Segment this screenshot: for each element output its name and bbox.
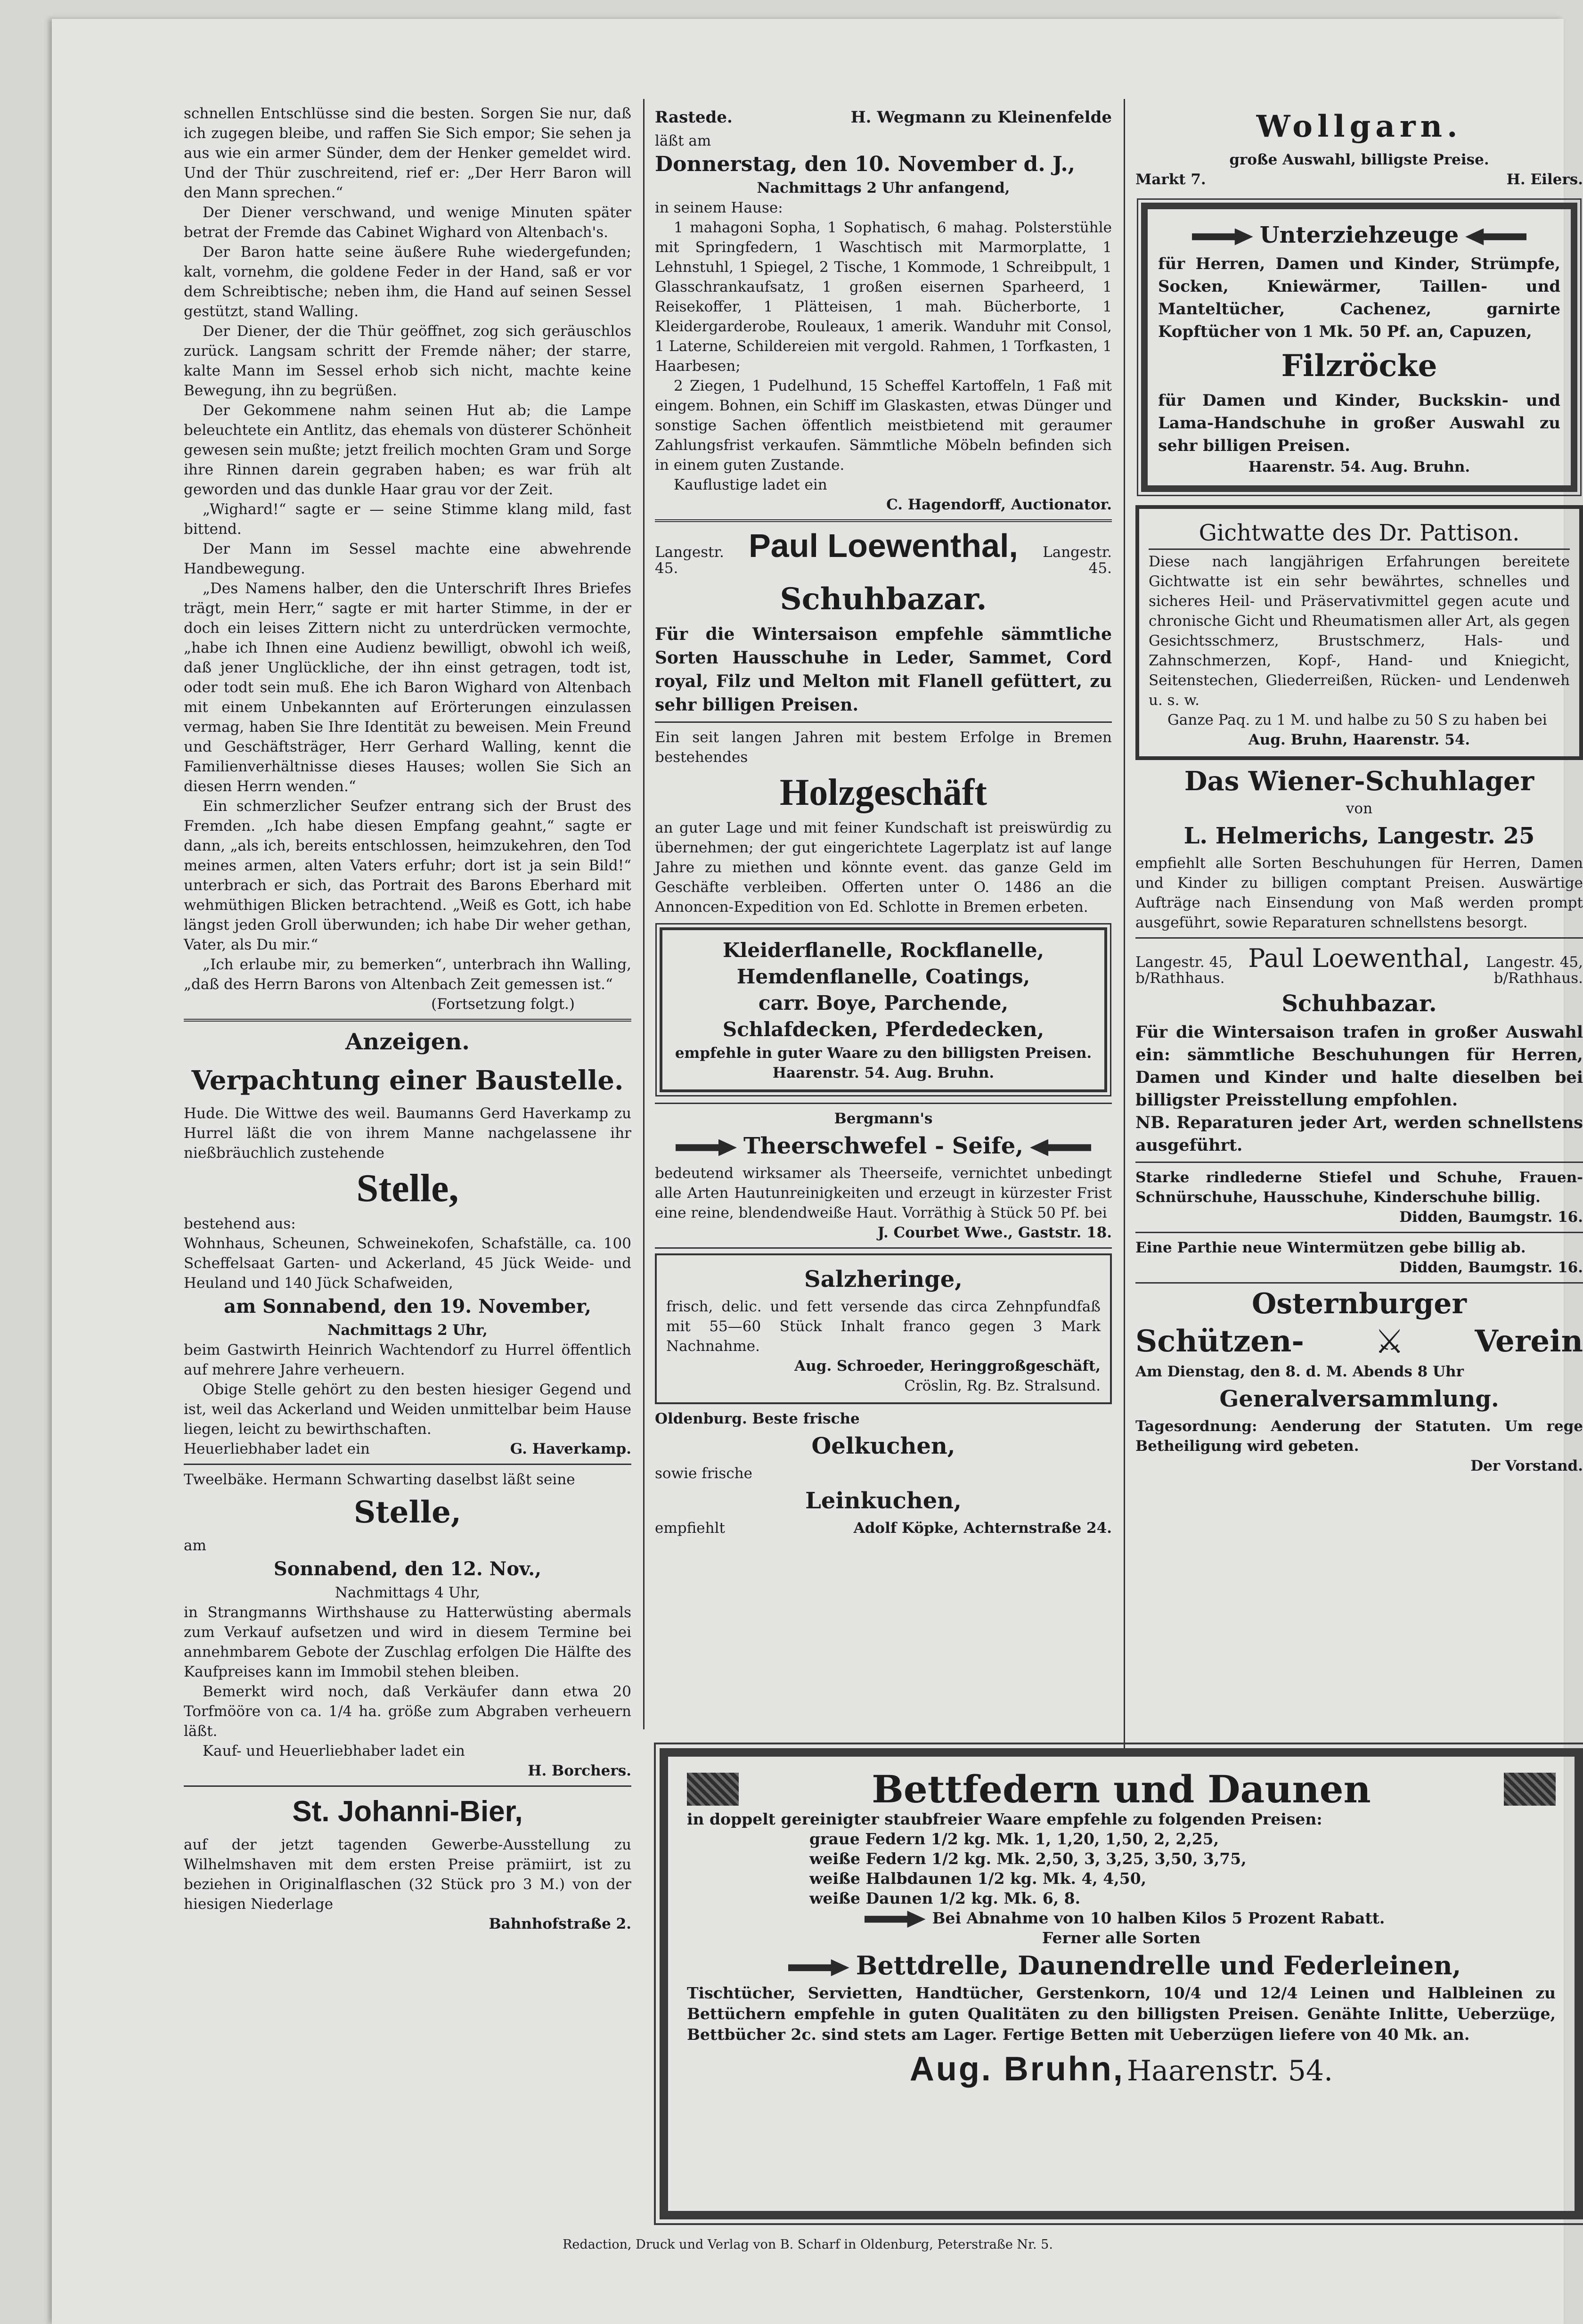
- ad-date: Donnerstag, den 10. November d. J.,: [655, 152, 1075, 176]
- ad-signature: Aug. Bruhn, Haarenstr. 54.: [1248, 731, 1470, 748]
- ad-divider: [1135, 937, 1583, 939]
- ad-text: auf der jetzt tagenden Gewerbe-Ausstellung zu Wilhelmshaven mit dem ersten Preise prämiirt, ist zu beziehen in Originalflaschen (32 Stück pro 3 M.) von der hiesigen Niederlage: [184, 1836, 631, 1913]
- ad-text: in doppelt gereinigter staubfreier Waare empfehle zu folgenden Preisen:: [687, 1810, 1322, 1828]
- ad-text: 2 Ziegen, 1 Pudelhund, 15 Scheffel Kartoffeln, 1 Faß mit eingem. Bohnen, ein Schiff im Glaskasten, etwas Dünger und sonstige Sachen öffentlich meistbietend mit geraumer Zahlungsfrist verkaufen. Sämmtliche Möbeln befinden sich in einem guten Zustande.: [655, 377, 1112, 474]
- ad-text: Für die Wintersaison trafen in großer Auswahl ein: sämmtliche Beschuhungen für Herren, Damen und Kinder und halte dieselben bei billigster Preisstellung empfohlen.: [1135, 1023, 1583, 1110]
- imprint-footer: Redaction, Druck und Verlag von B. Scharf in Oldenburg, Peterstraße Nr. 5.: [563, 2237, 1053, 2252]
- ad-text: empfehle in guter Waare zu den billigsten Preisen.: [675, 1045, 1092, 1062]
- ad-signature: H. Eilers.: [1506, 171, 1583, 188]
- ad-text: Tweelbäke. Hermann Schwarting daselbst läßt seine: [184, 1471, 575, 1488]
- ad-title-row: [655, 1130, 1112, 1162]
- pointing-hand-icon: [865, 1911, 926, 1928]
- ad-signature: Didden, Baumgstr. 16.: [1399, 1209, 1583, 1226]
- ad-title-row: [1135, 1321, 1583, 1362]
- column-1: [184, 104, 631, 1934]
- section-divider: [184, 1019, 631, 1022]
- ad-date: am Sonnabend, den 19. November,: [224, 1295, 591, 1317]
- ad-title-row: [687, 1950, 1556, 1981]
- story-paragraph: „Des Namens halber, den die Unterschrift Ihres Briefes trägt, mein Herr,“ sagte er mit harter Stimme, in der er doch ein leises Zittern nicht zu unterdrücken vermochte, „habe ich Ihnen eine Audienz bewilligt, obwohl ich weiß, daß jener Unglückliche, der ihn einst getragen, todt ist, oder todt sein muß. Ehe ich Baron Wighard von Altenbach mit einem Unbekannten auf Erörterungen einzulassen vermag, haben Sie Ihre Identität zu beweisen. Mein Freund und Geschäftsträger, Herr Gerhard Walling, kennt die Familienverhältnisse dieses Hauses; wollen Sie Sich an diesen Herrn wenden.“: [184, 580, 631, 795]
- ad-text: NB. Reparaturen jeder Art, werden schnellstens ausgeführt.: [1135, 1113, 1583, 1155]
- ad-text: sowie frische: [655, 1465, 753, 1482]
- ad-signature: G. Haverkamp.: [510, 1440, 631, 1457]
- ad-title: Verpachtung einer Baustelle.: [191, 1065, 624, 1096]
- ad-title-row: [1158, 220, 1560, 251]
- ad-signature-row: [655, 1518, 1112, 1538]
- ad-text: Wohnhaus, Scheunen, Schweinekofen, Schafställe, ca. 100 Scheffelsaat Garten- und Ackerland, 45 Jück Weide- und Heuland und 140 Jück Schafweiden,: [184, 1235, 631, 1292]
- ad-title: Osternburger: [1251, 1287, 1467, 1320]
- column-2: [655, 104, 1112, 1538]
- ad-signature: Cröslin, Rg. Bz. Stralsund.: [904, 1377, 1101, 1394]
- ad-signature-row: [687, 2050, 1556, 2088]
- ad-title: Stelle,: [356, 1166, 459, 1210]
- ad-text: in seinem Hause:: [655, 199, 783, 216]
- ad-text: Ganze Paq. zu 1 M. und halbe zu 50 S zu haben bei: [1167, 712, 1547, 728]
- ad-divider: [655, 519, 1112, 522]
- story-paragraph: Der Diener, der die Thür geöffnet, zog sich geräuschlos zurück. Langsam schritt der Fremde näher; der starre, kalte Mann im Sessel erhob sich nicht, machte keine Bewegung, ihn zu begrüßen.: [184, 323, 631, 399]
- column-rule: [643, 99, 645, 1729]
- ad-place: Rastede.: [655, 108, 733, 127]
- ad-title: Generalversammlung.: [1219, 1386, 1499, 1412]
- ad-title: Salzheringe,: [804, 1266, 963, 1293]
- ad-text: von: [1346, 800, 1373, 817]
- ad-text: Bemerkt wird noch, daß Verkäufer dann etwa 20 Torfmööre von ca. 1/4 ha. größe zum Abgraben verheuern läßt.: [184, 1683, 631, 1740]
- ad-address: [655, 544, 724, 576]
- ad-text: an guter Lage und mit feiner Kundschaft ist preiswürdig zu übernehmen; der gut eingerichtete Lagerplatz ist auf lange Jahre zu miethen und könnte event. das ganze Geld im Geschäfte verbleiben. Offerten unter O. 1486 an die Annoncen-Expedition von Ed. Schlotte in Bremen erbeten.: [655, 819, 1112, 916]
- ad-line: carr. Boye, Parchende,: [758, 991, 1009, 1015]
- newspaper-page: [52, 19, 1583, 2324]
- continued-note: (Fortsetzung folgt.): [431, 996, 575, 1013]
- ad-text: Bei Abnahme von 10 halben Kilos 5 Prozent Rabatt.: [932, 1909, 1385, 1927]
- ad-text: Obige Stelle gehört zu den besten hiesiger Gegend und ist, weil das Ackerland und Weiden unmittelbar beim Hause liegen, leicht zu bewirthschaften.: [184, 1381, 631, 1438]
- ad-title: Das Wiener-Schuhlager: [1184, 766, 1534, 797]
- ad-signature: Der Vorstand.: [1470, 1457, 1583, 1474]
- ad-text: Ferner alle Sorten: [1042, 1929, 1201, 1947]
- featherbed-ad: [660, 1748, 1583, 2219]
- ad-text: Starke rindlederne Stiefel und Schuhe, Frauen-Schnürschuhe, Hausschuhe, Kinderschuhe billig.: [1135, 1169, 1583, 1206]
- ad-box: [660, 927, 1107, 1092]
- ad-title: Stelle,: [353, 1495, 462, 1530]
- address-line: 45.: [1088, 560, 1112, 577]
- ad-text: Ein seit langen Jahren mit bestem Erfolge in Bremen bestehendes: [655, 729, 1112, 766]
- ad-header-row: [655, 527, 1112, 576]
- ad-box: [1135, 505, 1583, 760]
- ad-time: Nachmittags 2 Uhr anfangend,: [757, 180, 1010, 196]
- story-paragraph: „Wighard!“ sagte er — seine Stimme klang mild, fast bittend.: [184, 501, 631, 538]
- story-paragraph: „Ich erlaube mir, zu bemerken“, unterbrach ihn Walling, „daß des Herrn Barons von Altenbach Zeit gemessen ist.“: [184, 956, 631, 993]
- ad-text: Tagesordnung: Aenderung der Statuten. Um rege Betheiligung wird gebeten.: [1135, 1418, 1583, 1455]
- ad-title: Schuhbazar.: [1281, 990, 1437, 1017]
- ad-signature: Didden, Baumgstr. 16.: [1399, 1259, 1583, 1276]
- ad-line: Hemdenflanelle, Coatings,: [736, 965, 1030, 988]
- ad-merchant: Paul Loewenthal,: [749, 527, 1018, 564]
- ad-title-row: [687, 1769, 1556, 1809]
- ad-signature: Aug. Schroeder, Heringgroßgeschäft,: [794, 1358, 1101, 1375]
- ad-text: Hude. Die Wittwe des weil. Baumanns Gerd Haverkamp zu Hurrel läßt die von ihrem Manne nachgelassene ihr nießbräuchlich zustehende: [184, 1105, 631, 1162]
- ad-text: große Auswahl, billigste Preise.: [1229, 151, 1489, 168]
- ad-divider: [1135, 1282, 1583, 1284]
- story-paragraph: schnellen Entschlüsse sind die besten. Sorgen Sie nur, daß ich zugegen bleibe, und raffen Sie Sich empor; Sie sehen ja aus wie ein armer Sünder, dem der Henker gemeldet wird. Und der Thür zuschreitend, rief er: „Der Herr Baron will den Mann sprechen.“: [184, 105, 631, 201]
- ad-title: Schuhbazar.: [780, 581, 987, 617]
- ad-title: Verein: [1475, 1324, 1583, 1359]
- ad-title: Schützen-: [1135, 1324, 1304, 1359]
- ad-signature: Bahnhofstraße 2.: [489, 1915, 631, 1932]
- price-line: weiße Halbdaunen 1/2 kg. Mk. 4, 4,50,: [809, 1869, 1147, 1888]
- ad-merchant: L. Helmerichs, Langestr. 25: [1183, 823, 1535, 849]
- pointing-hand-icon: [1465, 229, 1526, 245]
- ad-discount-row: [687, 1908, 1556, 1928]
- address-line: b/Rathhaus.: [1493, 970, 1583, 987]
- ad-text: Tischtücher, Servietten, Handtücher, Gerstenkorn, 10/4 und 12/4 Leinen und Halbleinen zu Bettüchern empfehle in guten Qualitäten zu den billigsten Preisen. Genähte Inlitte, Ueberzüge, Bettbücher 2c. sind stets am Lager. Fertige Betten mit Ueberzügen liefere von 40 Mk. an.: [687, 1984, 1556, 2044]
- ad-text: Heuerliebhaber ladet ein: [184, 1440, 370, 1457]
- ad-text: in Strangmanns Wirthshause zu Hatterwüsting abermals zum Verkauf aufsetzen und wird in diesem Termine bei annehmbarem Gebote der Zuschlag erfolgen Die Hälfte des Kaufpreises kann im Immobil stehen bleiben.: [184, 1604, 631, 1680]
- ad-signature: Haarenstr. 54. Aug. Bruhn.: [1248, 458, 1470, 475]
- ad-text: Diese nach langjährigen Erfahrungen bereitete Gichtwatte ist ein sehr bewährtes, schnelles und sicheres Heil- und Präservativmittel gegen acute und chronische Gicht und Rheumatismen aller Art, als gegen Gesichtsschmerz, Brustschmerz, Hals- und Zahnschmerzen, Kopf-, Hand- und Kniegicht, Seitenstechen, Gliederreißen, Rücken- und Lendenweh u. s. w.: [1149, 553, 1570, 709]
- ad-merchant: Paul Loewenthal,: [1248, 943, 1470, 973]
- ad-title: Gichtwatte des Dr. Pattison.: [1149, 517, 1570, 550]
- ad-divider: [184, 1785, 631, 1787]
- ad-signature: J. Courbet Wwe., Gaststr. 18.: [877, 1224, 1112, 1241]
- ad-header-row: [1135, 943, 1583, 986]
- price-line: weiße Daunen 1/2 kg. Mk. 6, 8.: [809, 1889, 1081, 1907]
- ad-text: bestehend aus:: [184, 1215, 296, 1232]
- ad-text: Eine Parthie neue Wintermützen gebe billig ab.: [1135, 1239, 1526, 1256]
- ad-signature: Haarenstr. 54. Aug. Bruhn.: [772, 1064, 995, 1081]
- ad-signature: Adolf Köpke, Achternstraße 24.: [853, 1520, 1112, 1537]
- ad-signature-row: [1135, 170, 1583, 189]
- ad-title: Unterziehzeuge: [1259, 222, 1459, 248]
- ad-date: Sonnabend, den 12. Nov.,: [273, 1558, 542, 1580]
- ad-title: Bettdrelle, Daunendrelle und Federleinen,: [856, 1950, 1461, 1980]
- ad-signature: C. Hagendorff, Auctionator.: [886, 496, 1112, 513]
- story-paragraph: Der Diener verschwand, und wenige Minuten später betrat der Fremde das Cabinet Wighard von Altenbach's.: [184, 204, 631, 241]
- ad-line: Kleiderflanelle, Rockflanelle,: [722, 939, 1044, 962]
- price-line: graue Federn 1/2 kg. Mk. 1, 1,20, 1,50, 2, 2,25,: [809, 1830, 1219, 1848]
- ad-text: für Damen und Kinder, Buckskin- und Lama-Handschuhe in großer Auswahl zu sehr billigen Preisen.: [1158, 391, 1560, 455]
- ad-title: Wollgarn.: [1256, 109, 1462, 144]
- ad-divider: [655, 1103, 1112, 1104]
- crossed-rifles-icon: ⚔: [1374, 1322, 1404, 1361]
- ad-text: 1 mahagoni Sopha, 1 Sophatisch, 6 mahag. Polsterstühle mit Springfedern, 1 Waschtisch mit Marmorplatte, 1 Lehnstuhl, 1 Spiegel, 2 Tische, 1 Kommode, 1 Schreibpult, 1 Glasschrankaufsatz, 1 großen eisernen Sparheerd, 1 Reisekoffer, 1 Plätteisen, 1 mah. Bücherborte, 1 Kleidergarderobe, Rouleaux, 1 amerik. Wanduhr mit Consol, 1 Laterne, Schildereien mit vergold. Rahmen, 1 Torfkasten, 1 Haarbesen;: [655, 219, 1112, 375]
- ad-text: am: [184, 1537, 206, 1554]
- ad-signature-row: [184, 1439, 631, 1459]
- ad-text: für Herren, Damen und Kinder, Strümpfe, Socken, Kniewärmer, Taillen- und Manteltücher, Cachenez, garnirte Kopftücher von 1 Mk. 50 Pf. an, Capuzen,: [1158, 254, 1560, 341]
- ad-divider: [1135, 1232, 1583, 1233]
- ad-pretitle: Bergmann's: [834, 1110, 933, 1127]
- ad-address: [1043, 544, 1112, 576]
- ad-address: Haarenstr. 54.: [1126, 2054, 1333, 2087]
- pointing-hand-icon: [1192, 229, 1253, 245]
- story-paragraph: Ein schmerzlicher Seufzer entrang sich der Brust des Fremden. „Ich habe diesen Empfang geahnt,“ sagte er dann, „als ich, bereits entschlossen, heimzukehren, den Tod meines armen, alten Vaters erfuhr; dort ist ja sein Bild!“ unterbrach er sich, das Portrait des Barons Eberhard mit wehmüthigen Blicken betrachtend. „Weiß es Gott, ich habe längst jeden Groll überwunden; ich habe Dir weher gethan, Vater, als Du mir.“: [184, 798, 631, 953]
- ad-text: Kauf- und Heuerliebhaber ladet ein: [203, 1743, 465, 1759]
- ad-text: läßt am: [655, 132, 711, 149]
- ad-title: St. Johanni-Bier,: [292, 1795, 523, 1828]
- address-line: b/Rathhaus.: [1135, 970, 1225, 987]
- ad-title: Theerschwefel - Seife,: [743, 1133, 1024, 1159]
- story-paragraph: Der Baron hatte seine äußere Ruhe wiedergefunden; kalt, vornehm, die goldene Feder in der Hand, saß er vor dem Schreibtische; neben ihm, die Hand auf seinen Sessel gestützt, stand Walling.: [184, 244, 631, 320]
- ad-text: bedeutend wirksamer als Theerseife, vernichtet unbedingt alle Arten Hautunreinigkeiten und erzeugt in kürzester Frist eine reine, blendendweiße Haut. Vorräthig à Stück 50 Pf. bei: [655, 1165, 1112, 1221]
- price-list: [687, 1829, 1556, 1908]
- story-paragraph: Der Gekommene nahm seinen Hut ab; die Lampe beleuchtete ein Antlitz, das ehemals von düsterer Schönheit gewesen sein mußte; jetzt freilich mochten Gram und Sorge ihre Rinnen darein gegraben haben; es war früh alt geworden und das dunkle Haar grau vor der Zeit.: [184, 402, 631, 498]
- ornament-block: [687, 1773, 739, 1806]
- ad-text: frisch, delic. und fett versende das circa Zehnpfundfaß mit 55—60 Stück Inhalt franco gegen 3 Mark Nachnahme.: [666, 1298, 1101, 1355]
- address-line: Langestr.: [655, 544, 724, 561]
- ad-box: [1141, 203, 1577, 492]
- ad-seller: H. Wegmann zu Kleinenfelde: [850, 108, 1112, 127]
- ad-header-row: [655, 105, 1112, 130]
- pointing-hand-icon: [788, 1959, 849, 1976]
- ornament-block: [1504, 1773, 1556, 1806]
- ad-box: [655, 1253, 1112, 1404]
- address-line: Langestr. 45,: [1135, 954, 1233, 971]
- story-paragraph: Der Mann im Sessel machte eine abwehrende Handbewegung.: [184, 540, 631, 577]
- address-line: Langestr. 45,: [1485, 954, 1583, 971]
- ad-signature: Aug. Bruhn,: [909, 2050, 1125, 2088]
- ad-text: empfiehlt: [655, 1520, 725, 1537]
- ad-text: Für die Wintersaison empfehle sämmtliche Sorten Hausschuhe in Leder, Sammet, Cord royal, Filz und Melton mit Flanell gefüttert, zu sehr billigen Preisen.: [655, 624, 1112, 715]
- ad-text: Am Dienstag, den 8. d. M. Abends 8 Uhr: [1135, 1363, 1464, 1380]
- pointing-hand-icon: [676, 1139, 737, 1156]
- ad-text: empfiehlt alle Sorten Beschuhungen für Herren, Damen und Kinder zu billigen comptant Preisen. Auswärtige Aufträge nach Einsendung von Maß werden prompt ausgeführt, sowie Reparaturen schnellstens besorgt.: [1135, 855, 1583, 931]
- column-3: [1135, 104, 1583, 1476]
- ad-title: Bettfedern und Daunen: [872, 1767, 1371, 1811]
- ad-divider: [655, 1247, 1112, 1249]
- ad-text: Markt 7.: [1135, 171, 1206, 188]
- ad-text: beim Gastwirth Heinrich Wachtendorf zu Hurrel öffentlich auf mehrere Jahre verheuern.: [184, 1342, 631, 1378]
- ad-title: Leinkuchen,: [805, 1488, 962, 1514]
- price-line: weiße Federn 1/2 kg. Mk. 2,50, 3, 3,25, 3,50, 3,75,: [809, 1849, 1247, 1868]
- ad-divider: [184, 1464, 631, 1465]
- ad-title: Oelkuchen,: [811, 1433, 955, 1459]
- ad-address: [1135, 954, 1232, 986]
- ad-title: Filzröcke: [1281, 348, 1437, 384]
- ad-time: Nachmittags 4 Uhr,: [335, 1584, 481, 1601]
- pointing-hand-icon: [1030, 1139, 1091, 1156]
- ad-title: Holzgeschäft: [780, 772, 987, 813]
- column-rule: [1124, 99, 1125, 1748]
- ad-signature: H. Borchers.: [528, 1762, 631, 1779]
- ad-text: Oldenburg. Beste frische: [655, 1410, 860, 1427]
- ad-time: Nachmittags 2 Uhr,: [327, 1322, 488, 1339]
- ad-line: Schlafdecken, Pferdedecken,: [722, 1018, 1044, 1041]
- address-line: 45.: [655, 560, 678, 577]
- ad-address: [1486, 954, 1583, 986]
- ad-text: Kauflustige ladet ein: [674, 476, 827, 493]
- ads-heading: Anzeigen.: [345, 1029, 470, 1055]
- address-line: Langestr.: [1043, 544, 1112, 561]
- ad-divider: [655, 721, 1112, 723]
- ad-divider: [1135, 1162, 1583, 1163]
